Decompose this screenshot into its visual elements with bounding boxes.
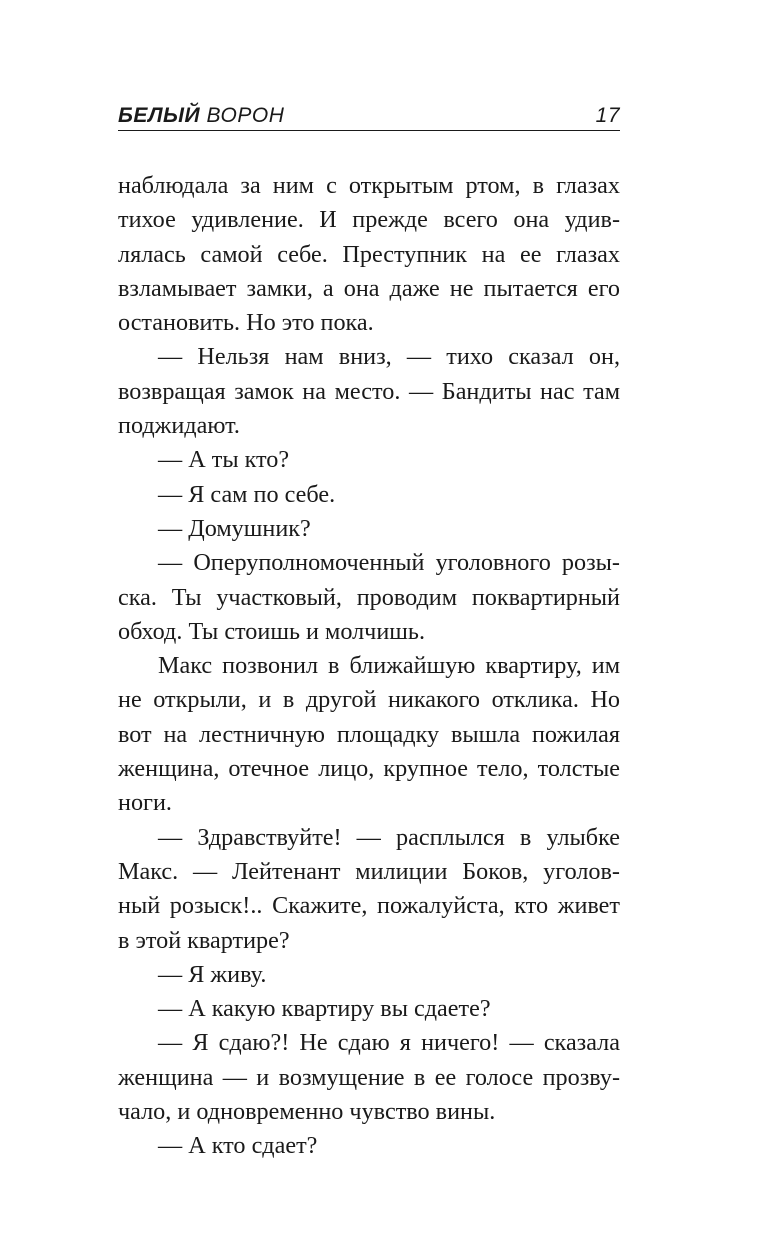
text-line: лялась самой себе. Преступник на ее глазах <box>118 240 620 268</box>
text-line: ска. Ты участковый, проводим поквартирный <box>118 583 620 611</box>
text-line: чало, и одновременно чувство вины. <box>118 1098 496 1126</box>
text-line: возвращая замок на место. — Бандиты нас там <box>118 377 620 405</box>
text-line: — А кто сдает? <box>158 1132 318 1160</box>
text-line: ный розыск!.. Скажите, пожалуйста, кто живет <box>118 892 620 920</box>
text-line: — Я живу. <box>158 960 267 988</box>
text-line: — Оперуполномоченный уголовного розы- <box>158 549 620 577</box>
text-line: — А ты кто? <box>158 446 290 474</box>
text-line: не открыли, и в другой никакого отклика. Но <box>118 686 620 714</box>
running-header <box>118 98 620 131</box>
text-line: наблюдала за ним с открытым ртом, в глазах <box>118 172 620 199</box>
text-line: ноги. <box>118 789 172 817</box>
text-line: — Здравствуйте! — расплылся в улыбке <box>158 823 620 851</box>
text-line: — Я сам по себе. <box>158 480 336 508</box>
text-line: Макс позвонил в ближайшую квартиру, им <box>158 652 620 680</box>
page-number: 17 <box>595 104 620 127</box>
text-line: остановить. Но это пока. <box>118 309 374 337</box>
text-line: обход. Ты стоишь и молчишь. <box>118 617 425 645</box>
text-line: тихое удивление. И прежде всего она удив- <box>118 206 620 234</box>
text-line: — Я сдаю?! Не сдаю я ничего! — сказала <box>158 1029 620 1057</box>
text-line: женщина — и возмущение в ее голосе прозву- <box>118 1063 620 1091</box>
book-title <box>118 104 284 128</box>
text-line: взламывает замки, а она даже не пытается его <box>118 274 620 302</box>
text-line: женщина, отечное лицо, крупное тело, толстые <box>118 755 620 783</box>
text-line: Макс. — Лейтенант милиции Боков, уголов- <box>118 857 620 885</box>
text-line: — Домушник? <box>158 514 311 542</box>
book-title-bold: БЕЛЫЙ <box>118 104 201 127</box>
text-line: вот на лестничную площадку вышла пожилая <box>118 720 620 748</box>
text-line: в этой квартире? <box>118 926 290 954</box>
text-line: поджидают. <box>118 412 240 440</box>
book-title-rest: ВОРОН <box>206 104 285 127</box>
book-page <box>118 98 620 1164</box>
body-text <box>118 169 620 1164</box>
text-line: — А какую квартиру вы сдаете? <box>158 995 491 1023</box>
text-line: — Нельзя нам вниз, — тихо сказал он, <box>158 343 620 371</box>
